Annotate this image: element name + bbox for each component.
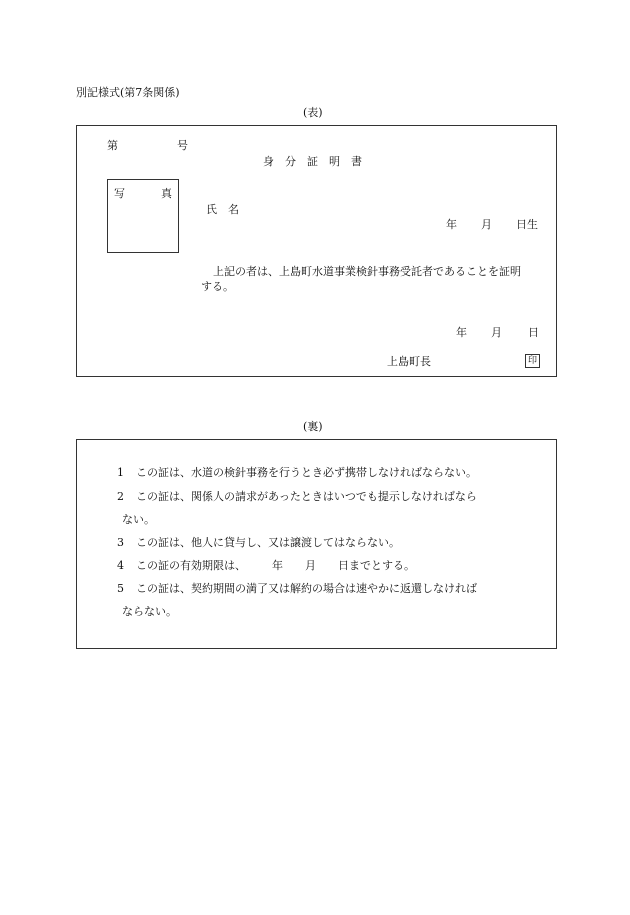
photo-label-left: 写	[114, 187, 125, 200]
item-number: 3	[117, 536, 124, 549]
issue-year: 年	[456, 326, 467, 339]
item-text: この証は、契約期間の満了又は解約の場合は速やかに返還しなければ	[136, 582, 477, 595]
issue-day: 日	[528, 326, 539, 339]
item-text: この証は、他人に貸与し、又は譲渡してはならない。	[136, 536, 400, 549]
item-number: 2	[117, 490, 124, 503]
photo-label-right: 真	[161, 187, 172, 200]
front-side-label: (表)	[303, 106, 323, 119]
name-label: 氏 名	[206, 203, 239, 216]
issue-month: 月	[491, 326, 502, 339]
back-side-label: (裏)	[303, 420, 323, 433]
item-number: 5	[117, 582, 124, 595]
item-number: 1	[117, 466, 124, 479]
item-2-continuation: ない。	[122, 513, 155, 526]
item-year: 年	[272, 559, 283, 572]
seal-mark: 印	[525, 354, 540, 368]
birth-day: 日生	[516, 218, 538, 231]
issuer-name: 上島町長	[387, 355, 431, 368]
item-number: 4	[117, 559, 124, 572]
photo-area	[107, 179, 179, 253]
number-suffix: 号	[177, 139, 188, 152]
statement-line-2: する。	[201, 280, 234, 293]
item-text: この証は、水道の検針事務を行うとき必ず携帯しなければならない。	[136, 466, 477, 479]
item-2	[117, 488, 477, 504]
birth-year: 年	[446, 218, 457, 231]
item-text: この証は、関係人の請求があったときはいつでも提示しなければなら	[136, 490, 477, 503]
front-card	[76, 125, 557, 377]
item-text-end: 日までとする。	[338, 559, 415, 572]
item-1	[117, 464, 477, 480]
item-month: 月	[305, 559, 316, 572]
item-text: この証の有効期限は、	[136, 559, 246, 572]
item-5	[117, 580, 477, 596]
certificate-title: 身 分 証 明 書	[263, 155, 362, 168]
statement-line-1: 上記の者は、上島町水道事業検針事務受託者であることを証明	[213, 265, 521, 278]
form-label: 別記様式(第7条関係)	[76, 86, 180, 99]
birth-month: 月	[481, 218, 492, 231]
item-5-continuation: ならない。	[122, 605, 177, 618]
number-prefix: 第	[107, 139, 118, 152]
back-card	[76, 439, 557, 649]
item-3	[117, 534, 400, 550]
item-4	[117, 557, 415, 573]
